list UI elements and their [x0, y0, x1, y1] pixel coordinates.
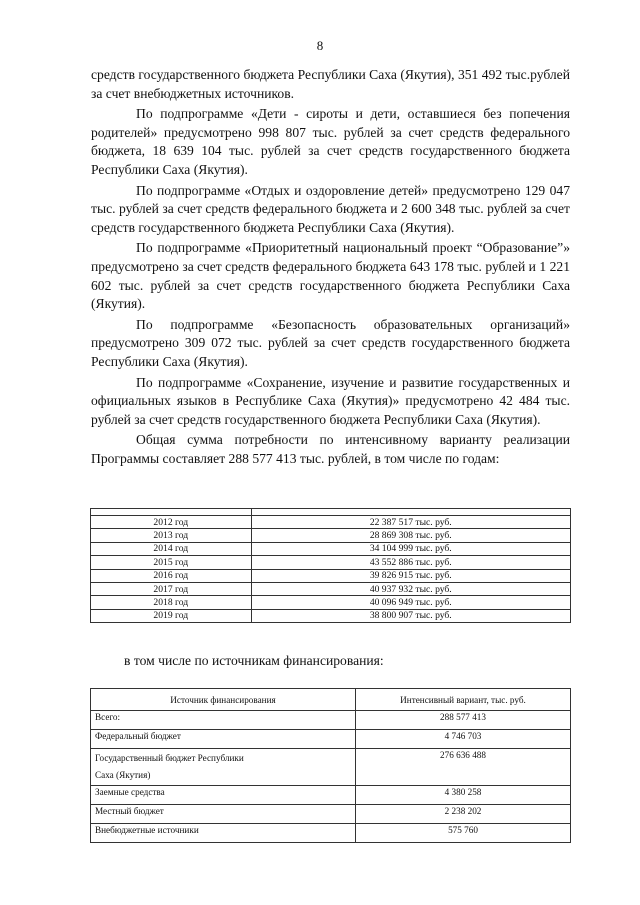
source-line: Саха (Якутия): [95, 770, 151, 780]
amount-cell: 43 552 886 тыс. руб.: [251, 556, 570, 569]
sources-lead: в том числе по источникам финансирования:: [124, 653, 384, 668]
paragraph: средств государственного бюджета Республики Саха (Якутия), 351 492 тыс.рублей за счет внебюджетных источников.: [91, 67, 570, 101]
table-row: [91, 529, 571, 542]
column-header: Интенсивный вариант, тыс. руб.: [356, 689, 571, 711]
source-cell: Федеральный бюджет: [91, 730, 356, 749]
table-row: [91, 556, 571, 569]
amount-cell: 39 826 915 тыс. руб.: [251, 569, 570, 582]
value-cell: 575 760: [356, 824, 571, 843]
table-row: [91, 609, 571, 622]
table-row: [91, 730, 571, 749]
amount-cell: 28 869 308 тыс. руб.: [251, 529, 570, 542]
source-cell: Заемные средства: [91, 786, 356, 805]
year-cell: 2014 год: [91, 542, 252, 555]
source-cell: Внебюджетные источники: [91, 824, 356, 843]
source-cell: Местный бюджет: [91, 805, 356, 824]
value-cell: 4 746 703: [356, 730, 571, 749]
table-row: [91, 542, 571, 555]
value-cell: 288 577 413: [356, 711, 571, 730]
table-row: [91, 711, 571, 730]
year-cell: 2017 год: [91, 582, 252, 595]
amount-cell: 38 800 907 тыс. руб.: [251, 609, 570, 622]
table-header-row: [91, 689, 571, 711]
year-cell: 2016 год: [91, 569, 252, 582]
years-table: [90, 508, 571, 623]
table-row: [91, 786, 571, 805]
table-row: [91, 805, 571, 824]
amount-cell: 22 387 517 тыс. руб.: [251, 516, 570, 529]
paragraph: По подпрограмме «Сохранение, изучение и развитие государственных и официальных языков в Республике Саха (Якутия)» предусмотрено 42 484 тыс. рублей за счет средств государственного бюджета Республики Саха (Якутия).: [91, 374, 570, 427]
paragraph: По подпрограмме «Отдых и оздоровление детей» предусмотрено 129 047 тыс. рублей за счет средств федерального бюджета и 2 600 348 тыс. рублей за счет средств государственного бюджета Республики Саха (Якутия).: [91, 182, 570, 235]
source-cell: [91, 749, 356, 786]
paragraph: По подпрограмме «Приоритетный национальный проект “Образование”» предусмотрено за счет средств федерального бюджета 643 178 тыс. рублей и 1 221 602 тыс. рублей за счет средств государственного бюджета Республики Саха (Якутия).: [91, 240, 570, 312]
table-row: [91, 596, 571, 609]
table-row: [91, 749, 571, 786]
value-cell: 2 238 202: [356, 805, 571, 824]
year-cell: 2012 год: [91, 516, 252, 529]
body-text: [91, 66, 570, 468]
amount-cell: 34 104 999 тыс. руб.: [251, 542, 570, 555]
sources-table: [90, 688, 571, 843]
year-cell: 2019 год: [91, 609, 252, 622]
page-number: 8: [316, 38, 324, 53]
paragraph: Общая сумма потребности по интенсивному варианту реализации Программы составляет 288 577 413 тыс. рублей, в том числе по годам:: [91, 432, 570, 466]
paragraph: По подпрограмме «Дети - сироты и дети, оставшиеся без попечения родителей» предусмотрено 998 807 тыс. рублей за счет средств федерального бюджета, 18 639 104 тыс. рублей за счет средств государственного бюджета Республики Саха (Якутия).: [91, 106, 570, 177]
paragraph: По подпрограмме «Безопасность образовательных организаций» предусмотрено 309 072 тыс. рублей за счет средств государственного бюджета Республики Саха (Якутия).: [91, 316, 570, 369]
value-cell: 4 380 258: [356, 786, 571, 805]
table-row: [91, 582, 571, 595]
table-row: [91, 569, 571, 582]
table-row: [91, 824, 571, 843]
year-cell: 2015 год: [91, 556, 252, 569]
table-row: [91, 509, 571, 516]
source-line: Государственный бюджет Республики: [95, 753, 244, 763]
year-cell: 2018 год: [91, 596, 252, 609]
source-cell: Всего:: [91, 711, 356, 730]
amount-cell: 40 937 932 тыс. руб.: [251, 582, 570, 595]
table-row: [91, 516, 571, 529]
column-header: Источник финансирования: [91, 689, 356, 711]
year-cell: 2013 год: [91, 529, 252, 542]
value-cell: 276 636 488: [356, 749, 571, 786]
amount-cell: 40 096 949 тыс. руб.: [251, 596, 570, 609]
